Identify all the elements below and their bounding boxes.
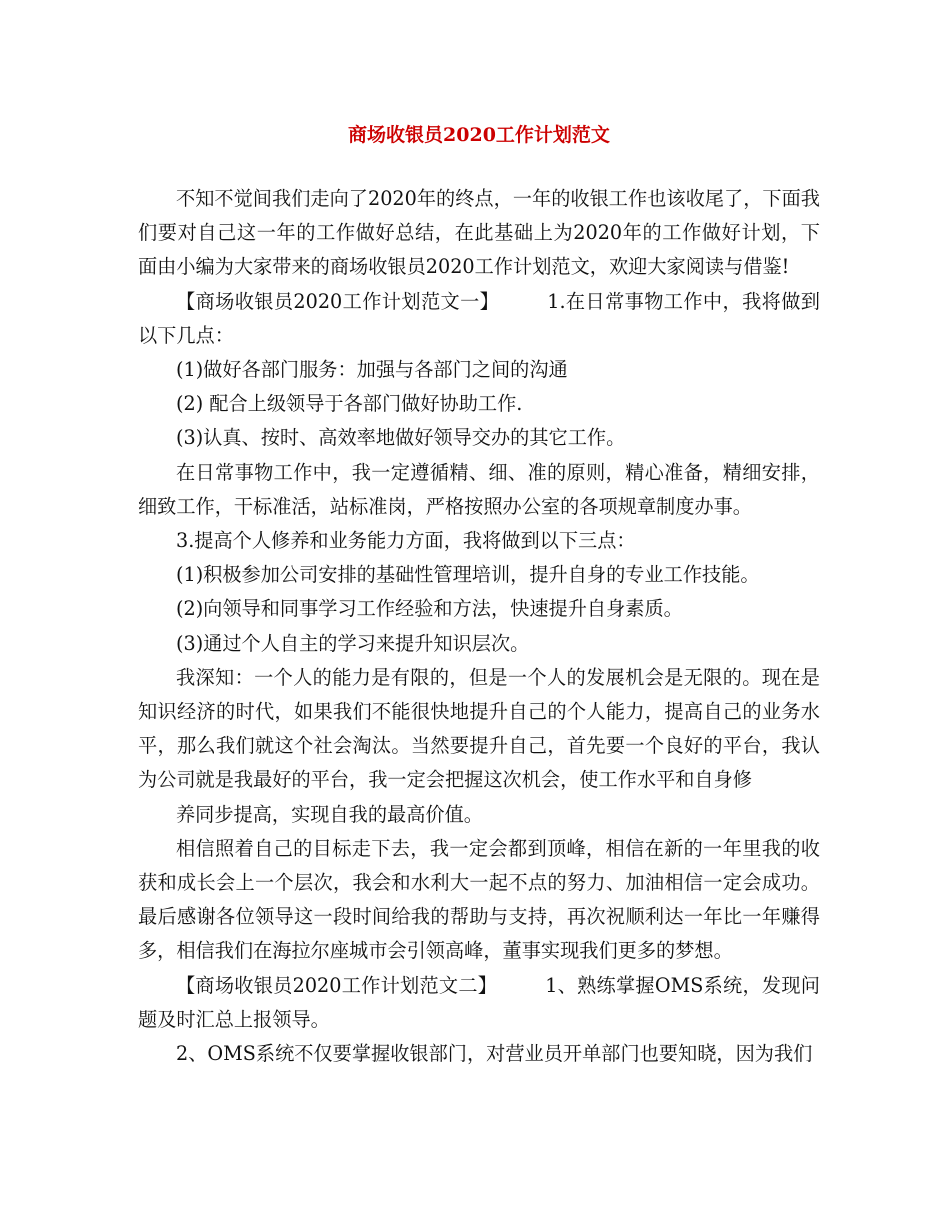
section-heading-one: 【商场收银员2020工作计划范文一】 bbox=[176, 289, 500, 313]
paragraph-item bbox=[138, 627, 820, 661]
paragraph-text: 1、熟练掌握OMS系统，发现问题及时汇总上报领导。 bbox=[138, 973, 820, 1031]
paragraph-text: (2)向领导和同事学习工作经验和方法，快速提升自身素质。 bbox=[176, 597, 683, 621]
paragraph-item bbox=[138, 353, 820, 387]
paragraph-text: 我深知：一个人的能力是有限的，但是一个人的发展机会是无限的。现在是知识经济的时代，如果我们不能很快地提升自己的个人能力，提高自己的业务水平，那么我们就这个社会淘汰。当然要提升自己，首先要一个良好的平台，我认为公司就是我最好的平台，我一定会把握这次机会，使工作水平和自身修 bbox=[138, 665, 820, 792]
paragraph-text: (1)做好各部门服务：加强与各部门之间的沟通 bbox=[176, 358, 568, 382]
paragraph-text: 相信照着自己的目标走下去，我一定会都到顶峰，相信在新的一年里我的收获和成长会上一个层次，我会和水利大一起不点的努力、加油相信一定会成功。 最后感谢各位领导这一段时间给我的帮助与支持，再次祝顺利达一年比一年赚得多，相信我们在海拉尔座城市会引领高峰，董事实现我们更多的梦想。 bbox=[138, 836, 820, 963]
paragraph-text: (2) 配合上级领导于各部门做好协助工作. bbox=[176, 392, 523, 416]
paragraph-body bbox=[138, 832, 820, 969]
document-title: 商场收银员2020工作计划范文 bbox=[348, 124, 610, 146]
paragraph-text: 1.在日常事物工作中，我将做到以下几点： bbox=[138, 289, 820, 347]
paragraph-body bbox=[138, 456, 820, 524]
paragraph-item bbox=[138, 387, 820, 421]
paragraph-body bbox=[138, 661, 820, 798]
paragraph-text: 养同步提高，实现自我的最高价值。 bbox=[176, 802, 483, 826]
paragraph-text: 不知不觉间我们走向了2020年的终点，一年的收银工作也该收尾了，下面我们要对自己这一年的工作做好总结，在此基础上为2020年的工作做好计划，下面由小编为大家带来的商场收银员2020工作计划范文，欢迎大家阅读与借鉴! bbox=[138, 187, 820, 279]
paragraph-item bbox=[138, 421, 820, 455]
document-body bbox=[138, 182, 820, 1071]
paragraph-text: (3)通过个人自主的学习来提升知识层次。 bbox=[176, 631, 530, 655]
paragraph-item bbox=[138, 558, 820, 592]
section-heading-two: 【商场收银员2020工作计划范文二】 bbox=[176, 973, 498, 997]
paragraph-text: 2、OMS系统不仅要掌握收银部门，对营业员开单部门也要知晓，因为我们 bbox=[176, 1042, 813, 1066]
paragraph-section-two bbox=[138, 969, 820, 1037]
paragraph-item bbox=[138, 592, 820, 626]
paragraph-intro bbox=[138, 182, 820, 285]
paragraph-text: (1)积极参加公司安排的基础性管理培训，提升自身的专业工作技能。 bbox=[176, 563, 760, 587]
paragraph-item bbox=[138, 524, 820, 558]
paragraph-text: (3)认真、按时、高效率地做好领导交办的其它工作。 bbox=[176, 426, 626, 450]
paragraph-section-one bbox=[138, 285, 820, 353]
paragraph-body bbox=[138, 1037, 820, 1071]
paragraph-text: 在日常事物工作中，我一定遵循精、细、准的原则，精心准备，精细安排，细致工作，干标准活，站标准岗，严格按照办公室的各项规章制度办事。 bbox=[138, 460, 820, 518]
paragraph-text: 3.提高个人修养和业务能力方面，我将做到以下三点： bbox=[176, 529, 636, 553]
paragraph-body bbox=[138, 798, 820, 832]
